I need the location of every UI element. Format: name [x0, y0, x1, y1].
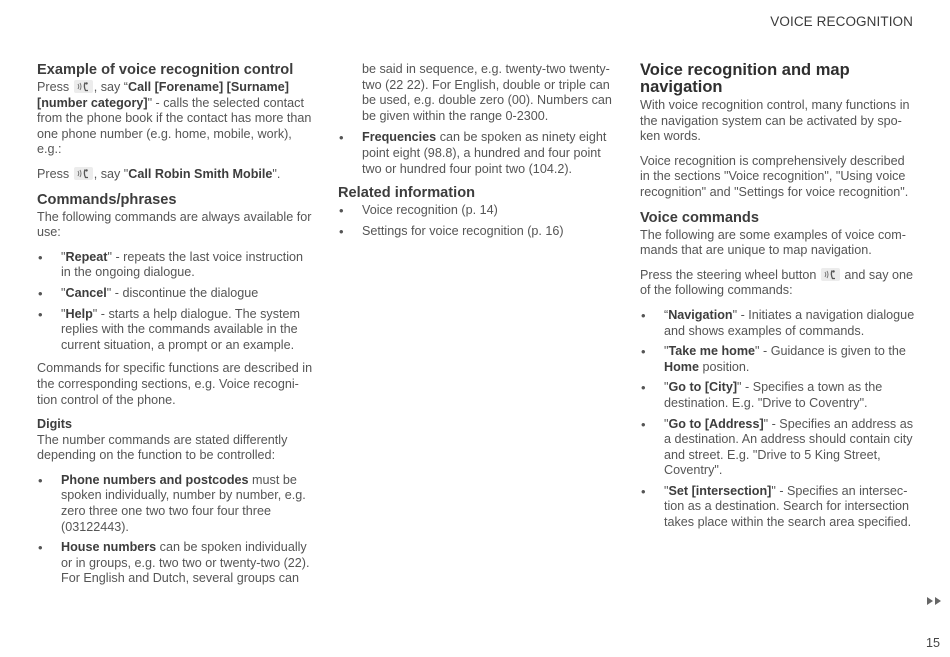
page-title: Voice recognition and map navigation [640, 61, 850, 96]
press-text: Press [37, 166, 70, 181]
list-item: • “Navigation" - Initiates a navigation dialogue and shows examples of commands. [640, 308, 916, 339]
list-item: • "Help" - starts a help dialogue. The system replies with the commands available in the current situation, a prompt or an example. [37, 307, 315, 354]
specific-functions-paragraph: Commands for specific functions are described in the corresponding sections, e.g. Voice recogni-tion control of the phone. [37, 361, 313, 407]
page-number: 15 [925, 636, 940, 650]
column-left [37, 62, 315, 595]
voice-commands-heading: Voice commands [640, 209, 759, 226]
term-frequencies: Frequencies [362, 130, 437, 145]
command-cancel: Cancel [65, 285, 107, 300]
term-phone-numbers: Phone numbers and postcodes [61, 472, 249, 487]
navigation-commands-list [640, 308, 916, 531]
commands-heading: Commands/phrases [37, 191, 177, 208]
command-set-intersection: Set [intersection] [668, 483, 772, 498]
commands-intro: The following commands are always available for use: [37, 209, 312, 240]
voice-button-icon [821, 268, 840, 281]
intro-paragraph: With voice recognition control, many functions in the navigation system can be activated by spo-ken words. [640, 98, 910, 144]
command-repeat: Repeat [65, 249, 108, 264]
list-item: • "Set [intersection]" - Specifies an intersec-tion as a destination. Search for intersection takes place within the search area specified. [640, 484, 916, 531]
command-call-robin: Call Robin Smith Mobile [128, 166, 273, 181]
voice-button-icon [74, 80, 93, 93]
related-links-list [338, 203, 613, 239]
list-item: • "Repeat" - repeats the last voice instruction in the ongoing dialogue. [37, 250, 315, 281]
press-instruction: Press the steering wheel button and say one of the following commands: [640, 267, 914, 298]
press-text: Press [37, 80, 70, 94]
voice-commands-intro: The following are some examples of voice com-mands that are unique to map navigation. [640, 227, 906, 258]
list-item: • "Go to [Address]" - Specifies an address as a destination. An address should contain city and street. E.g. "Drive to 5 King Street, Coventry". [640, 417, 916, 479]
list-item: • Frequencies can be spoken as ninety eight point eight (98.8), a hundred and four point two or hundred four point two (104.2). [338, 130, 613, 177]
say-text: , say “ [93, 80, 128, 94]
list-item: • Phone numbers and postcodes must be spoken individually, number by number, e.g. zero three one two two four four three (03122443). [37, 473, 315, 535]
voice-button-icon [74, 167, 93, 180]
call-contact-description: " - calls the selected contact from the phone book if the contact has more than one phone number (e.g. home, mobile, work), e.g.: [37, 95, 312, 157]
described-paragraph: Voice recognition is comprehensively described in the sections "Voice recognition", "Using voice recognition" and "Settings for voice recognition". [640, 153, 909, 199]
command-help: Help [65, 306, 93, 321]
digits-list [37, 473, 315, 587]
list-item: • "Take me home" - Guidance is given to the Home position. [640, 344, 916, 375]
digits-heading: Digits [37, 417, 72, 432]
column-middle [338, 62, 613, 247]
command-go-to-city: Go to [City] [668, 380, 738, 395]
related-link-settings-voice-recognition[interactable]: • Settings for voice recognition (p. 16) [338, 224, 613, 240]
term-house-numbers: House numbers [61, 540, 157, 555]
example-paragraph [37, 80, 315, 158]
command-go-to-address: Go to [Address] [668, 416, 764, 431]
common-commands-list [37, 250, 315, 354]
say-text: , say " [93, 166, 129, 181]
term-home: Home [664, 359, 699, 374]
command-call-contact: Call [Forename] [Surname] [number category] [37, 80, 289, 110]
example-heading: Example of voice recognition control [37, 62, 294, 78]
related-link-voice-recognition[interactable]: • Voice recognition (p. 14) [338, 203, 613, 219]
related-information-heading: Related information [338, 185, 476, 202]
command-take-me-home: Take me home [668, 344, 756, 359]
house-numbers-continuation: be said in sequence, e.g. twenty-two twenty-two (22 22). For English, double or triple can be used, e.g. double zero (00). Numbers can be given within the range 0-2300. [362, 62, 612, 123]
quote-end: ". [272, 166, 281, 181]
list-item: • "Cancel" - discontinue the dialogue [37, 286, 315, 302]
digits-intro: The number commands are stated differently depending on the function to be controlled: [37, 432, 288, 463]
frequencies-list [338, 130, 613, 177]
command-navigation: Navigation [668, 307, 733, 322]
list-item: • "Go to [City]" - Specifies a town as the destination. E.g. "Drive to Coventry". [640, 380, 916, 411]
list-item: • House numbers can be spoken individually or in groups, e.g. two two or twenty-two (22). For English and Dutch, several groups can [37, 540, 315, 587]
column-right [640, 62, 916, 539]
section-header: VOICE RECOGNITION [770, 14, 913, 29]
double-right-arrow-icon[interactable] [927, 592, 943, 600]
example-paragraph-2 [37, 167, 315, 183]
